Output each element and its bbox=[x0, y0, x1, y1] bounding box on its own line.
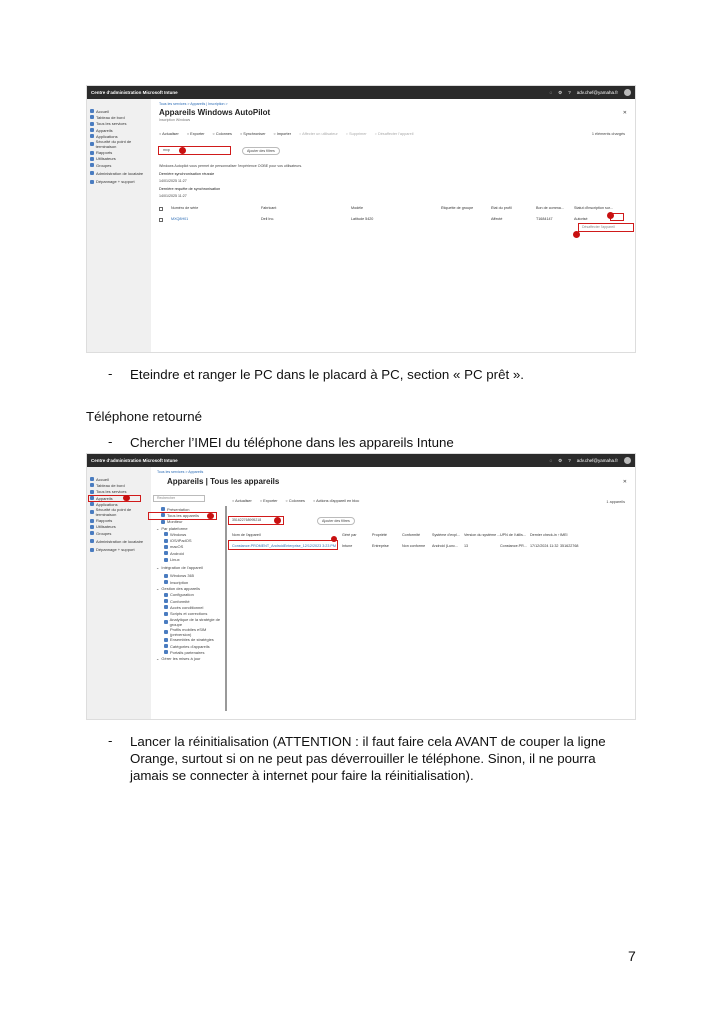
bullet-text: Chercher l’IMEI du téléphone dans les appareils Intune bbox=[130, 435, 454, 450]
menu-icon bbox=[164, 605, 168, 609]
sidebar-item[interactable] bbox=[90, 168, 148, 178]
sidebar-item-label: Groupes bbox=[96, 162, 112, 168]
menu-icon bbox=[164, 545, 168, 549]
bell-icon: ◌ bbox=[549, 90, 553, 95]
menu-icon bbox=[164, 551, 168, 555]
menu-label: Par plateforme bbox=[161, 525, 188, 531]
nav-icon bbox=[90, 171, 94, 175]
column-header: Étiquette de groupe bbox=[441, 206, 474, 210]
toolbar-label: Actualiser bbox=[235, 499, 252, 503]
column-header: IMEI bbox=[560, 533, 568, 537]
menu-label: Profils mobiles eSIM (préversion) bbox=[169, 626, 207, 637]
table-cell: Affecté bbox=[491, 217, 503, 221]
nav-icon bbox=[90, 548, 94, 552]
menu-icon bbox=[164, 532, 168, 536]
checkbox[interactable] bbox=[159, 207, 163, 211]
avatar bbox=[624, 457, 631, 464]
chevron-icon: ⌄ bbox=[156, 565, 160, 571]
table-cell: 351622768 bbox=[560, 544, 579, 548]
toolbar-button[interactable] bbox=[375, 132, 414, 136]
menu-label: Inscription bbox=[170, 579, 189, 585]
close-icon[interactable]: ✕ bbox=[622, 479, 627, 485]
sidebar-item-label: Administration de locataire bbox=[96, 538, 144, 544]
sidebar-item-label: Appareils bbox=[96, 127, 113, 133]
menu-label: Portails partenaires bbox=[170, 649, 205, 655]
step-marker bbox=[573, 231, 580, 238]
sidebar-item-label: Administration de locataire bbox=[96, 170, 144, 176]
nav-icon bbox=[90, 115, 94, 119]
sidebar-item-label: Rapports bbox=[96, 518, 113, 524]
toolbar-icon: ○ bbox=[232, 499, 236, 503]
nav-icon bbox=[90, 151, 94, 155]
loaded-count: 1 éléments chargés bbox=[591, 132, 625, 136]
toolbar-label: Supprimer bbox=[349, 132, 367, 136]
sidebar bbox=[87, 99, 151, 352]
sidebar-item[interactable] bbox=[90, 178, 148, 184]
toolbar-button[interactable] bbox=[232, 499, 252, 503]
sidebar-item-label: Utilisateurs bbox=[96, 524, 116, 530]
toolbar-button[interactable] bbox=[286, 499, 305, 503]
sidebar-item-label: Groupes bbox=[96, 530, 112, 536]
column-header: Modèle bbox=[351, 206, 364, 210]
sidebar-item[interactable] bbox=[90, 536, 148, 546]
toolbar-button[interactable] bbox=[346, 132, 367, 136]
page-title: Appareils | Tous les appareils bbox=[167, 477, 280, 486]
sidebar-item-label: Dépannage + support bbox=[96, 179, 135, 185]
toolbar-icon: ○ bbox=[298, 132, 303, 136]
column-header: Géré par bbox=[342, 533, 357, 537]
help-icon: ? bbox=[568, 458, 571, 463]
add-filters-button[interactable]: Ajouter des filtres bbox=[317, 517, 355, 525]
toolbar-label: Importer bbox=[276, 132, 291, 136]
toolbar-icon: ○ bbox=[312, 499, 317, 503]
menu-icon bbox=[164, 539, 168, 543]
last-sync-label: Dernière synchronisation réussie bbox=[159, 172, 215, 176]
toolbar-label: Affecter un utilisateur bbox=[302, 132, 338, 136]
menu-label: Accès conditionnel bbox=[170, 604, 204, 610]
column-header: État du profil bbox=[491, 206, 512, 210]
table-cell: 13 bbox=[464, 544, 469, 548]
menu-icon bbox=[164, 638, 168, 642]
menu-label: Windows bbox=[170, 531, 187, 537]
column-header: Système d'expl... bbox=[432, 533, 460, 537]
avatar bbox=[624, 89, 631, 96]
devices-menu bbox=[153, 506, 228, 719]
nav-icon bbox=[90, 539, 94, 543]
chevron-icon: ⌄ bbox=[156, 656, 160, 662]
highlight-device-row bbox=[228, 540, 338, 550]
step-marker bbox=[331, 536, 337, 542]
toolbar-button[interactable] bbox=[313, 499, 359, 503]
menu-label: Tous les appareils bbox=[167, 512, 200, 518]
gear-icon: ⚙ bbox=[558, 457, 563, 463]
toolbar-icon: ○ bbox=[345, 132, 350, 136]
menu-icon bbox=[164, 593, 168, 597]
close-icon[interactable]: ✕ bbox=[622, 110, 627, 116]
toolbar-label: Synchroniser bbox=[243, 132, 266, 136]
menu-group[interactable] bbox=[153, 563, 228, 573]
sidebar-item-label: Tous les services bbox=[96, 489, 127, 495]
toolbar-label: Désaffecter l'appareil bbox=[377, 132, 414, 136]
menu-label: Catégories d'appareils bbox=[170, 643, 210, 649]
menu-icon bbox=[164, 580, 168, 584]
user-email: adv.chef@yamaha.fr bbox=[576, 458, 618, 463]
sidebar-item[interactable] bbox=[90, 507, 148, 517]
devices-screenshot bbox=[86, 453, 636, 720]
sidebar-item-label: Rapports bbox=[96, 150, 113, 156]
step-marker bbox=[607, 212, 614, 219]
toolbar-icon: ○ bbox=[212, 132, 216, 136]
page-subtitle: Inscription Windows bbox=[159, 118, 191, 122]
menu-icon bbox=[164, 558, 168, 562]
menu-label: Android bbox=[170, 550, 184, 556]
autopilot-screenshot bbox=[86, 85, 636, 353]
column-header: Numéro de série bbox=[171, 206, 199, 210]
toolbar-icon: ○ bbox=[159, 132, 163, 136]
nav-icon bbox=[90, 519, 94, 523]
add-filters-button[interactable]: Ajouter des filtres bbox=[242, 147, 280, 155]
sidebar-item-label: Tous les services bbox=[96, 121, 127, 127]
column-header: Fabricant bbox=[261, 206, 277, 210]
sidebar-item-label: Accueil bbox=[96, 476, 109, 482]
chevron-icon: ⌄ bbox=[156, 525, 160, 531]
bullet-dash: - bbox=[108, 366, 113, 381]
app-title: Centre d'administration Microsoft Intune bbox=[91, 90, 178, 95]
toolbar-button[interactable] bbox=[159, 132, 179, 136]
toolbar-icon: ○ bbox=[273, 132, 277, 136]
nav-icon bbox=[90, 490, 94, 494]
nav-icon bbox=[90, 134, 94, 138]
menu-icon bbox=[164, 644, 168, 648]
chevron-icon: ⌄ bbox=[156, 585, 160, 591]
menu-icon bbox=[161, 507, 165, 511]
step-marker bbox=[207, 513, 214, 520]
search-input[interactable] bbox=[158, 146, 231, 155]
table-cell bbox=[441, 217, 491, 222]
column-header: Bon de comma... bbox=[536, 206, 564, 210]
toolbar-label: Actions d'appareil en bloc bbox=[316, 499, 360, 503]
bell-icon: ◌ bbox=[549, 458, 553, 463]
menu-label: Moniteur bbox=[167, 519, 183, 525]
nav-icon bbox=[90, 157, 94, 161]
table-cell: MXQ8H01 bbox=[171, 217, 189, 221]
bullet-text: Eteindre et ranger le PC dans le placard à PC, section « PC prêt ». bbox=[130, 367, 524, 382]
toolbar-icon: ○ bbox=[186, 132, 191, 136]
menu-group[interactable] bbox=[153, 656, 228, 662]
menu-label: iOS/iPadOS bbox=[170, 538, 192, 544]
nav-icon bbox=[90, 483, 94, 487]
nav-icon bbox=[90, 510, 94, 514]
table-cell: Constance.PR... bbox=[500, 544, 527, 548]
nav-icon bbox=[90, 531, 94, 535]
user-email: adv.chef@yamaha.fr bbox=[576, 90, 618, 95]
toolbar-button[interactable] bbox=[187, 132, 205, 136]
toolbar-button[interactable] bbox=[273, 132, 291, 136]
unassign-device-menu-item[interactable]: Désaffecter l'appareil bbox=[578, 223, 634, 232]
bullet-text: Lancer la réinitialisation (ATTENTION : il faut faire cela AVANT de couper la ligne Orange, surtout si on ne peut pas déverrouiller le téléphone. Sinon, il ne pourra jamais se connecter à internet pour faire la réinitialisation). bbox=[130, 734, 606, 783]
toolbar-icon: ○ bbox=[285, 499, 289, 503]
last-sync: 14/01/2025 11:27 bbox=[159, 179, 187, 183]
table-row[interactable] bbox=[159, 217, 614, 222]
toolbar-icon: ○ bbox=[239, 132, 244, 136]
nav-icon bbox=[90, 502, 94, 506]
search-value: mxp bbox=[163, 148, 170, 152]
menu-icon bbox=[164, 599, 168, 603]
table-cell: Intune bbox=[342, 544, 353, 548]
column-header: Version du système ... bbox=[464, 533, 500, 537]
toolbar-label: Colonnes bbox=[288, 499, 305, 503]
page-number: 7 bbox=[628, 948, 636, 964]
menu-label: Ensembles de stratégies bbox=[170, 637, 214, 643]
table-header bbox=[159, 206, 614, 211]
toolbar bbox=[159, 132, 413, 136]
menu-label: Intégration de l'appareil bbox=[161, 565, 203, 571]
toolbar-label: Actualiser bbox=[162, 132, 179, 136]
menu-icon bbox=[164, 620, 168, 624]
menu-label: Gestion des appareils bbox=[161, 585, 201, 591]
menu-label: macOS bbox=[170, 544, 184, 550]
nav-icon bbox=[90, 122, 94, 126]
menu-label: Analytique de la stratégie de groupe bbox=[169, 616, 221, 627]
toolbar-button[interactable] bbox=[299, 132, 338, 136]
column-header: Propriété bbox=[372, 533, 387, 537]
column-header: Dernier check-in ↑ bbox=[530, 533, 560, 537]
app-header bbox=[87, 86, 635, 99]
menu-label: Configuration bbox=[170, 592, 194, 598]
toolbar-label: Exporter bbox=[263, 499, 278, 503]
help-icon: ? bbox=[568, 90, 571, 95]
sidebar-item-label: Sécurité du point de terminaison bbox=[95, 139, 132, 150]
sidebar-item-label: Utilisateurs bbox=[96, 156, 116, 162]
menu-item[interactable] bbox=[153, 627, 228, 637]
toolbar-icon: ○ bbox=[259, 499, 264, 503]
toolbar-label: Exporter bbox=[190, 132, 205, 136]
menu-label: Conformité bbox=[170, 598, 190, 604]
toolbar-label: Colonnes bbox=[215, 132, 232, 136]
column-header: UPN de l'utilis... bbox=[500, 533, 526, 537]
table-header bbox=[232, 533, 580, 537]
step-marker bbox=[179, 147, 186, 154]
table-cell: 17/12/2024 11:32 bbox=[530, 544, 559, 548]
table-cell: Latitude 5420 bbox=[351, 217, 374, 221]
description: Windows Autopilot vous permet de personnaliser l'expérience OOBE pour vos utilisateurs. bbox=[159, 164, 303, 168]
menu-label: Gérer les mises à jour bbox=[161, 656, 201, 662]
app-title: Centre d'administration Microsoft Intune bbox=[91, 458, 178, 463]
menu-item[interactable] bbox=[153, 617, 228, 627]
sidebar-item-label: Dépannage + support bbox=[96, 547, 135, 553]
toolbar-button[interactable] bbox=[240, 132, 266, 136]
bullet-dash: - bbox=[108, 733, 113, 748]
last-request-label: Dernière requête de synchronisation bbox=[159, 187, 221, 191]
search-value: 351622768995218 bbox=[232, 518, 262, 522]
table-cell: Constance.PROMENT_AndroidEnterprise_12/12/2023 3:23 PM bbox=[232, 544, 336, 548]
nav-icon bbox=[90, 477, 94, 481]
nav-icon bbox=[90, 109, 94, 113]
sidebar-item-label: Tableau de bord bbox=[96, 114, 125, 120]
section-heading: Téléphone retourné bbox=[86, 409, 203, 424]
highlight-appareils bbox=[88, 495, 141, 502]
table-cell: Non conforme bbox=[402, 544, 426, 548]
table-cell: Dell Inc. bbox=[261, 217, 275, 221]
step-marker bbox=[274, 517, 281, 524]
toolbar-button[interactable] bbox=[213, 132, 232, 136]
table-cell: Autorisé bbox=[574, 217, 588, 221]
last-request: 14/01/2025 11:27 bbox=[159, 194, 187, 198]
menu-scrollbar[interactable] bbox=[225, 506, 227, 711]
column-header: Statut d'inscription sur... bbox=[574, 206, 614, 210]
table-cell: Entreprise bbox=[372, 544, 389, 548]
table-cell: Android (Lunc... bbox=[432, 544, 459, 548]
nav-icon bbox=[90, 180, 94, 184]
nav-icon bbox=[90, 128, 94, 132]
nav-icon bbox=[90, 525, 94, 529]
page-title: Appareils Windows AutoPilot bbox=[159, 108, 271, 117]
bullet-dash: - bbox=[108, 434, 113, 449]
nav-icon bbox=[90, 163, 94, 167]
step-marker bbox=[123, 495, 130, 502]
sidebar-item-label: Tableau de bord bbox=[96, 482, 125, 488]
toolbar bbox=[232, 499, 359, 503]
menu-search-input[interactable] bbox=[153, 495, 205, 502]
sidebar-item-label: Sécurité du point de terminaison bbox=[95, 507, 132, 518]
device-count: 1 appareils bbox=[606, 500, 625, 504]
column-header: Conformité bbox=[402, 533, 421, 537]
sidebar-item[interactable] bbox=[90, 546, 148, 552]
sidebar-item-label: Accueil bbox=[96, 108, 109, 114]
sidebar-item-label: Applications bbox=[96, 501, 118, 507]
menu-icon bbox=[164, 612, 168, 616]
nav-icon bbox=[90, 142, 94, 146]
column-header: Nom de l'appareil bbox=[232, 533, 261, 537]
checkbox[interactable] bbox=[159, 218, 163, 222]
breadcrumb[interactable]: Tous les services > Appareils bbox=[157, 470, 204, 474]
menu-label: Présentation bbox=[167, 506, 190, 512]
breadcrumb[interactable]: Tous les services > Appareils | Inscription > bbox=[159, 102, 228, 106]
menu-icon bbox=[161, 520, 165, 524]
menu-label: Scripts et corrections bbox=[170, 611, 208, 617]
menu-icon bbox=[164, 650, 168, 654]
sidebar-item[interactable] bbox=[90, 139, 148, 149]
menu-icon bbox=[164, 574, 168, 578]
toolbar-icon: ○ bbox=[374, 132, 378, 136]
sidebar-item-label: Applications bbox=[96, 133, 118, 139]
gear-icon: ⚙ bbox=[558, 89, 563, 95]
toolbar-button[interactable] bbox=[260, 499, 278, 503]
menu-label: Windows 365 bbox=[170, 573, 195, 579]
search-placeholder: Rechercher bbox=[157, 496, 176, 500]
menu-icon bbox=[164, 630, 168, 634]
menu-label: Linux bbox=[170, 557, 180, 563]
sidebar bbox=[87, 467, 151, 719]
app-header bbox=[87, 454, 635, 467]
table-cell: T1684147 bbox=[536, 217, 553, 221]
sidebar-item-label: Appareils bbox=[96, 495, 113, 501]
